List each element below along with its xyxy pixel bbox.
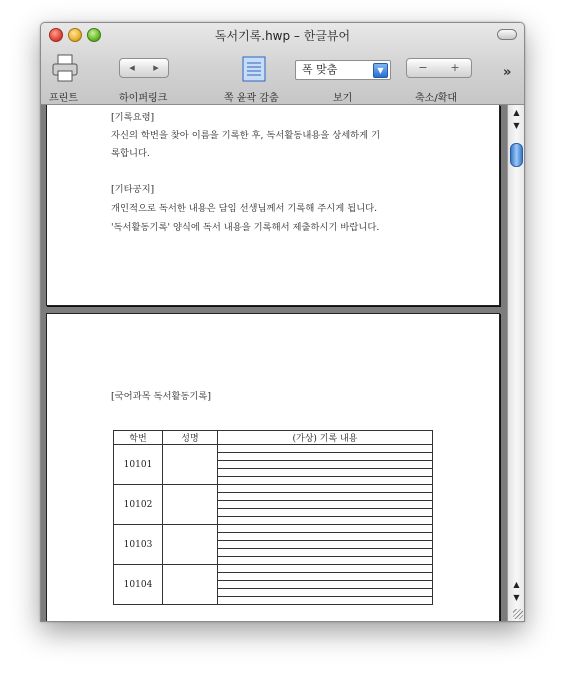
record-heading: [국어과목 독서활동기록]	[111, 391, 212, 402]
student-id-cell: 10102	[114, 485, 163, 525]
forward-button[interactable]: ▸	[144, 58, 169, 78]
student-name-cell	[163, 485, 218, 525]
vertical-scrollbar[interactable]	[507, 105, 525, 621]
scroll-thumb[interactable]	[510, 143, 523, 167]
table-row	[114, 525, 433, 565]
view-mode-value: 폭 맞춤	[302, 63, 338, 76]
resize-grip-icon[interactable]	[513, 609, 523, 619]
outline-label: 쪽 윤곽 감춤	[224, 93, 279, 104]
zoom-label: 축소/확대	[415, 93, 458, 104]
view-mode-select[interactable]	[295, 60, 391, 80]
zoom-in-button[interactable]: +	[439, 58, 472, 78]
zoom-out-button[interactable]: −	[406, 58, 440, 78]
column-header: (가상) 기록 내용	[218, 431, 433, 445]
column-header: 성명	[163, 431, 218, 445]
record-content-cell	[218, 445, 433, 485]
printer-icon[interactable]	[51, 53, 79, 85]
student-id-cell: 10104	[114, 565, 163, 605]
view-label: 보기	[333, 93, 353, 104]
paragraph-line: 개인적으로 독서한 내용은 담임 선생님께서 기록해 주시게 됩니다.	[111, 203, 378, 214]
scroll-down-button[interactable]: ▼	[513, 593, 520, 602]
toolbar-overflow-button[interactable]: »	[503, 65, 512, 80]
student-id-cell: 10103	[114, 525, 163, 565]
notice-heading: [기타공지]	[111, 184, 155, 195]
record-content-cell	[218, 485, 433, 525]
student-name-cell	[163, 565, 218, 605]
scroll-up-button[interactable]: ▲	[513, 108, 520, 117]
page-outline-icon[interactable]	[241, 56, 267, 82]
scroll-down-button[interactable]: ▼	[513, 121, 520, 130]
column-header: 학번	[114, 431, 163, 445]
document-page	[46, 105, 500, 306]
table-row	[114, 485, 433, 525]
document-viewport[interactable]	[41, 105, 507, 621]
instructions-heading: [기록요령]	[111, 112, 155, 123]
student-name-cell	[163, 525, 218, 565]
window-toolbar	[41, 23, 524, 105]
hyperlink-label: 하이퍼링크	[119, 93, 168, 104]
scroll-up-button[interactable]: ▲	[513, 580, 520, 589]
toolbar-toggle-button[interactable]	[497, 29, 517, 40]
document-page	[46, 313, 500, 621]
dropdown-arrow-icon: ▼	[373, 63, 388, 78]
back-button[interactable]: ◂	[119, 58, 145, 78]
window-title: 독서기록.hwp – 한글뷰어	[214, 29, 351, 43]
paragraph-line: 자신의 학번을 찾아 이름을 기록한 후, 독서활동내용을 상세하게 기	[111, 130, 381, 141]
viewer-window	[40, 22, 525, 622]
table-row	[114, 565, 433, 605]
record-content-cell	[218, 565, 433, 605]
student-name-cell	[163, 445, 218, 485]
paragraph-line: '독서활동기록' 양식에 독서 내용을 기록해서 제출하시기 바랍니다.	[111, 222, 380, 233]
print-label: 프린트	[49, 93, 78, 104]
table-row	[114, 445, 433, 485]
paragraph-line: 록합니다.	[111, 148, 150, 159]
record-content-cell	[218, 525, 433, 565]
student-id-cell: 10101	[114, 445, 163, 485]
table-header-row	[114, 431, 433, 445]
reading-record-table	[113, 430, 433, 605]
